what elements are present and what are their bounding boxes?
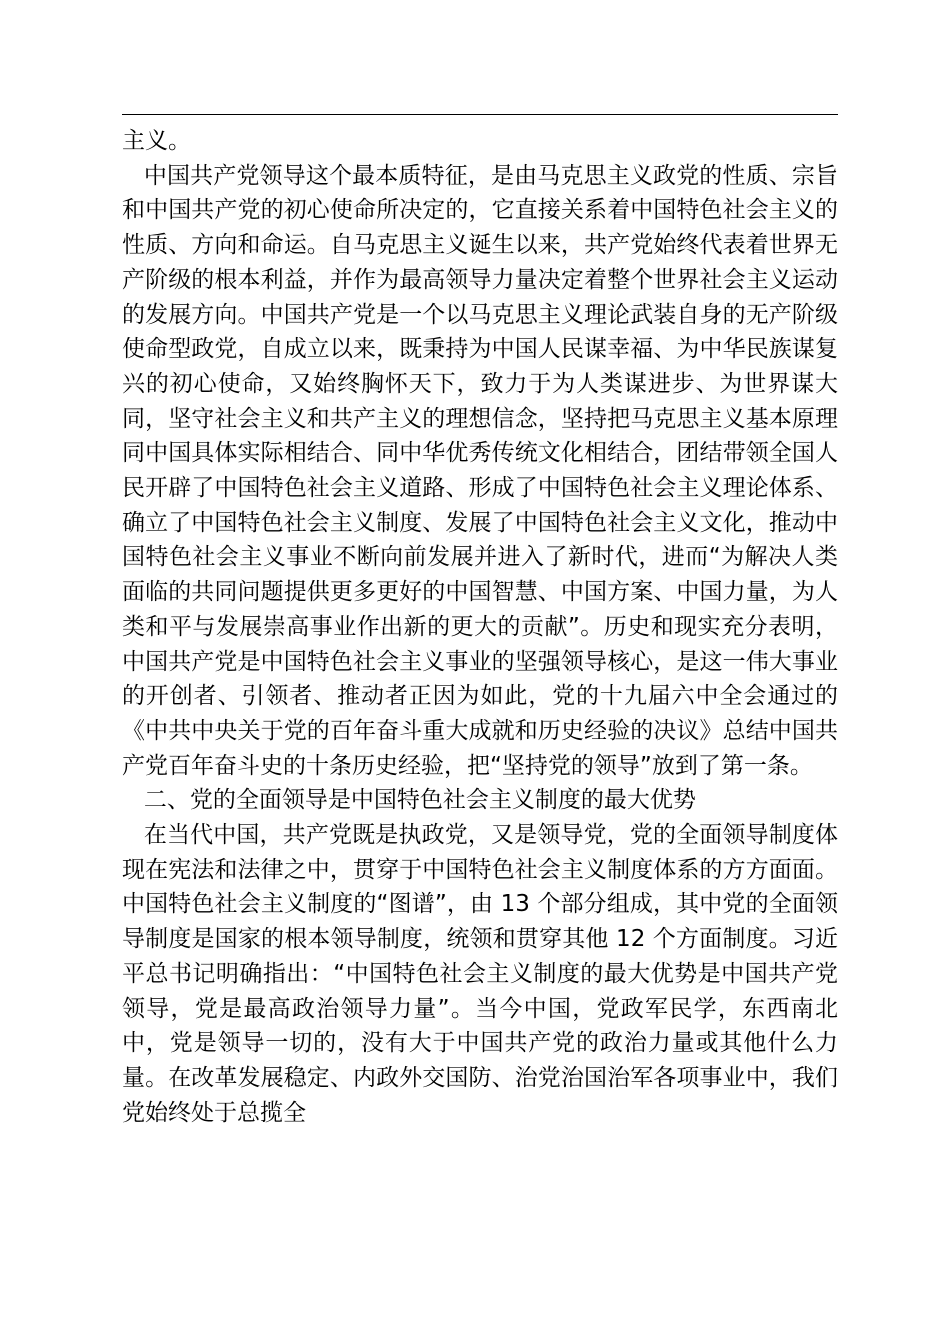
- paragraph-comprehensive-leadership: 在当代中国，共产党既是执政党，又是领导党，党的全面领导制度体现在宪法和法律之中，贯穿于中国特色社会主义制度体系的方方面面。中国特色社会主义制度的“图谱”，由 13 个部分组成，其中党的全面领导制度是国家的根本领导制度，统领和贯穿其他 12 个方面制度。习近平总书记明确指出：“中国特色社会主义制度的最大优势是中国共产党领导，党是最高政治领导力量”。当今中国，党政军民学，东西南北中，党是领导一切的，没有大于中国共产党的政治力量或其他什么力量。在改革发展稳定、内政外交国防、治党治国治军各项事业中，我们党始终处于总揽全: [122, 822, 838, 1126]
- section-heading-2: 二、党的全面领导是中国特色社会主义制度的最大优势: [143, 787, 696, 814]
- paragraph-party-leadership-essence: 中国共产党领导这个最本质特征，是由马克思主义政党的性质、宗旨和中国共产党的初心使命所决定的，它直接关系着中国特色社会主义的性质、方向和命运。自马克思主义诞生以来，共产党始终代表着世界无产阶级的根本利益，并作为最高领导力量决定着整个世界社会主义运动的发展方向。中国共产党是一个以马克思主义理论武装自身的无产阶级使命型政党，自成立以来，既秉持为中国人民谋幸福、为中华民族谋复兴的初心使命，又始终胸怀天下，致力于为人类谋进步、为世界谋大同，坚守社会主义和共产主义的理想信念，坚持把马克思主义基本原理同中国具体实际相结合、同中华优秀传统文化相结合，团结带领全国人民开辟了中国特色社会主义道路、形成了中国特色社会主义理论体系、确立了中国特色社会主义制度、发展了中国特色社会主义文化，推动中国特色社会主义事业不断向前发展并进入了新时代，进而“为解决人类面临的共同问题提供更多更好的中国智慧、中国方案、中国力量，为人类和平与发展崇高事业作出新的更大的贡献”。历史和现实充分表明，中国共产党是中国特色社会主义事业的坚强领导核心，是这一伟大事业的开创者、引领者、推动者正因为如此，党的十九届六中全会通过的《中共中央关于党的百年奋斗重大成就和历史经验的决议》总结中国共产党百年奋斗史的十条历史经验，把“坚持党的领导”放到了第一条。: [122, 162, 838, 779]
- document-body: [122, 124, 838, 1130]
- paragraph-continuation: 主义。: [122, 128, 191, 154]
- header-rule: [122, 114, 838, 115]
